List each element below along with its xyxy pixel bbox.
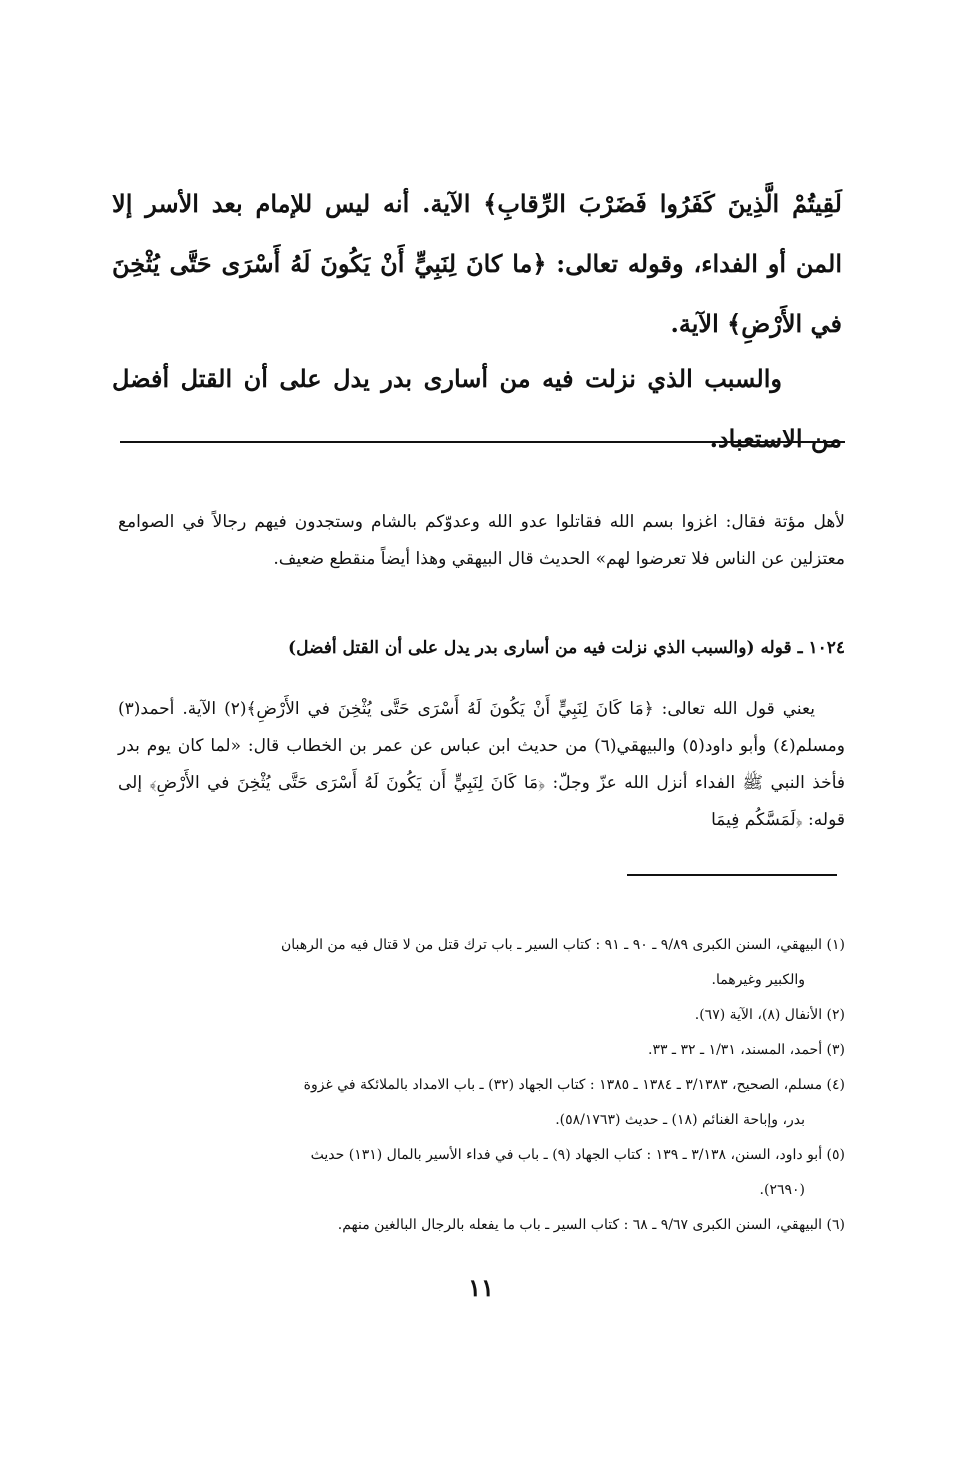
footnote-1: (١) البيهقي، السنن الكبرى ٩/٨٩ ـ ٩٠ ـ ٩١ : كتاب السير ـ باب ترك قتل من لا قتال فيه من الرهبان xyxy=(280,937,845,953)
footnotes-section xyxy=(118,928,845,1243)
footnote-1-continuation: والكبير وغيرهما. xyxy=(711,972,805,988)
commentary-heading: ١٠٢٤ ـ قوله (والسبب الذي نزلت فيه من أسارى بدر يدل على أن القتل أفضل) xyxy=(288,638,845,658)
footnote-3: (٣) أحمد، المسند، ١/٣١ ـ ٣٢ ـ ٣٣. xyxy=(647,1042,845,1058)
footnote-4-continuation: بدر، وإباحة الغنائم (١٨) ـ حديث (٥٨/١٧٦٣). xyxy=(555,1112,805,1128)
commentary-paragraph-1: لأهل مؤتة فقال: اغزوا بسم الله فقاتلوا عدو الله وعدوّكم بالشام وستجدون فيهم رجالاً في الصوامع معتزلين عن الناس فلا تعرضوا لهم» الحديث قال البيهقي وهذا أيضاً منقطع ضعيف. xyxy=(118,512,845,569)
footnote-5-continuation: (٢٦٩٠). xyxy=(759,1182,805,1198)
commentary-paragraph-2: يعني قول الله تعالى: ﴿مَا كَانَ لِنَبِيٍّ أَنْ يَكُونَ لَهُ أَسْرَى حَتَّى يُثْخِنَ في الأَرْضِ﴾(٢) الآية. أحمد(٣) ومسلم(٤) وأبو داود(٥) والبيهقي(٦) من حديث ابن عباس عن عمر بن الخطاب قال: «لما كان يوم بدر فأخذ النبي ﷺ الفداء أنزل الله عزّ وجلّ: ﴿مَا كَانَ لِنَبِيٍّ أَن يَكُونَ لَهُ أَسْرَى حَتَّى يُثْخِنَ في الأَرْضِ﴾ إلى قوله: ﴿لَمَسَّكُم فِيمَا xyxy=(118,699,845,830)
footnote-divider xyxy=(627,874,837,876)
footnote-6: (٦) البيهقي، السنن الكبرى ٩/٦٧ ـ ٦٨ : كتاب السير ـ باب ما يفعله بالرجال البالغين منهم. xyxy=(337,1217,845,1233)
footnote-2: (٢) الأنفال (٨)، الآية (٦٧). xyxy=(694,1007,845,1023)
page-number: ١١ xyxy=(468,1273,494,1302)
main-paragraph-2: والسبب الذي نزلت فيه من أسارى بدر يدل على أن القتل أفضل من الاستعباد. xyxy=(112,364,842,453)
footnote-4: (٤) مسلم، الصحيح، ٣/١٣٨٣ ـ ١٣٨٤ ـ ١٣٨٥ : كتاب الجهاد (٣٢) ـ باب الامداد بالملائكة في غزوة xyxy=(303,1077,845,1093)
footnote-5: (٥) أبو داود، السنن، ٣/١٣٨ ـ ١٣٩ : كتاب الجهاد (٩) ـ باب في فداء الأسير بالمال (١٣١) حديث xyxy=(310,1147,845,1163)
main-paragraph-1: لَقِيتُمْ الَّذِينَ كَفَرُوا فَضَرْبَ الرِّقابِ﴾ الآية. أنه ليس للإمام بعد الأسر إلا المن أو الفداء، وقوله تعالى: ﴿ما كانَ لِنَبِيٍّ أَنْ يَكُونَ لَهُ أَسْرَى حَتَّى يُثْخِنَ في الأَرْضِ﴾ الآية. xyxy=(112,189,842,338)
section-divider xyxy=(120,441,845,443)
